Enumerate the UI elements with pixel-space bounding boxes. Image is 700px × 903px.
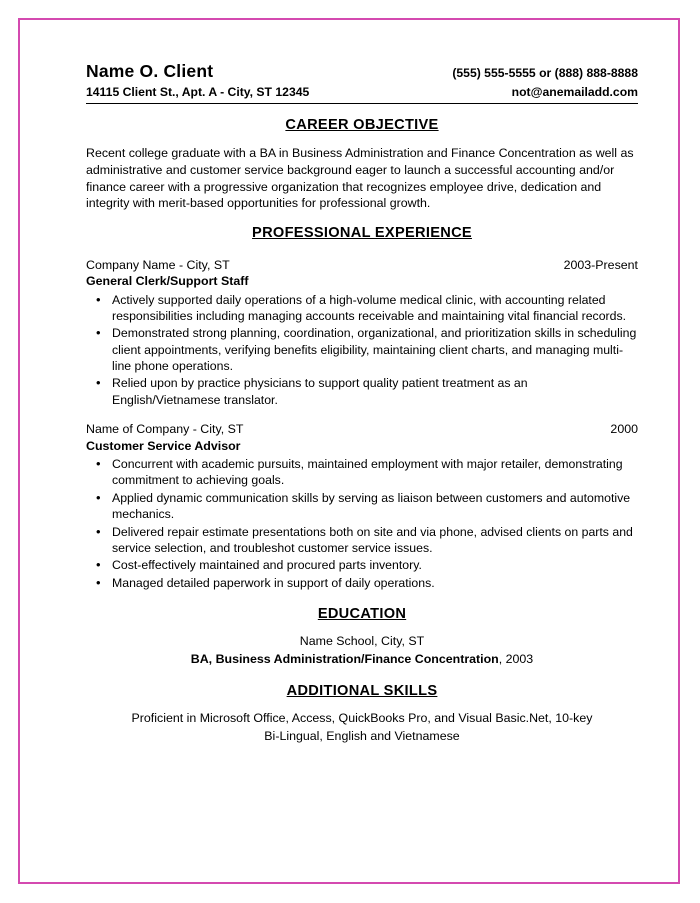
- experience-entry-header: [86, 257, 638, 274]
- degree-name: BA, Business Administration/Finance Concentration: [190, 651, 499, 666]
- employment-dates: 2000: [610, 422, 638, 437]
- header-divider: [86, 103, 638, 104]
- degree-line: [86, 651, 638, 668]
- applicant-name: Name O. Client: [86, 61, 214, 81]
- section-heading-objective: CAREER OBJECTIVE: [285, 117, 439, 134]
- applicant-address: 14115 Client St., Apt. A - City, ST 12345: [86, 85, 310, 100]
- experience-entry: [86, 257, 638, 408]
- list-item: • Delivered repair estimate presentations both on site and via phone, advised clients on parts and service selection, and troubleshot customer service issues.: [86, 524, 638, 557]
- list-item: • Managed detailed paperwork in support of daily operations.: [86, 575, 638, 591]
- list-item: • Actively supported daily operations of a high-volume medical clinic, with accounting related responsibilities including managing accounts receivable and maintaining vital financial records.: [86, 292, 638, 325]
- experience-bullet-list: [86, 456, 638, 591]
- applicant-phone: (555) 555-5555 or (888) 888-8888: [452, 66, 638, 80]
- list-item: • Applied dynamic communication skills by serving as liaison between customers and automotive mechanics.: [86, 490, 638, 523]
- list-item: • Concurrent with academic pursuits, maintained employment with major retailer, demonstrating commitment to achieving goals.: [86, 456, 638, 489]
- skills-entry: [86, 710, 638, 745]
- section-heading-skills: ADDITIONAL SKILLS: [286, 683, 438, 700]
- skills-line-2: Bi-Lingual, English and Vietnamese: [264, 728, 460, 743]
- job-title: General Clerk/Support Staff: [86, 274, 249, 289]
- applicant-email: not@anemailadd.com: [511, 85, 638, 100]
- resume-page: [86, 60, 638, 850]
- list-item: • Demonstrated strong planning, coordination, organizational, and prioritization skills in scheduling client appointments, verifying benefits eligibility, maintaining client charts, and managing multi-line phone operations.: [86, 325, 638, 374]
- section-heading-experience: PROFESSIONAL EXPERIENCE: [252, 225, 472, 242]
- resume-content: [86, 60, 638, 745]
- resume-header-top: [86, 60, 638, 83]
- objective-paragraph: Recent college graduate with a BA in Business Administration and Finance Concentration as well as administrative and customer service background eager to launch a successful accounting and/or finance career with a progressive organization that recognizes employee drive, dedication and integrity with merit-based opportunities for professional growth.: [86, 145, 634, 211]
- school-name: Name School, City, ST: [299, 634, 425, 649]
- list-item: • Cost-effectively maintained and procured parts inventory.: [86, 557, 638, 573]
- employer-name: Name of Company - City, ST: [86, 422, 244, 437]
- degree-year: , 2003: [498, 651, 534, 666]
- employer-name: Company Name - City, ST: [86, 257, 230, 272]
- resume-header-bottom: [86, 84, 638, 100]
- experience-entry-header: [86, 421, 638, 438]
- list-item: • Relied upon by practice physicians to support quality patient treatment as an English/Vietnamese translator.: [86, 375, 638, 408]
- experience-bullet-list: [86, 292, 638, 408]
- experience-entry: [86, 421, 638, 591]
- job-title: Customer Service Advisor: [86, 438, 241, 453]
- document-border-frame: [18, 18, 680, 884]
- education-entry: [86, 633, 638, 668]
- section-heading-education: EDUCATION: [317, 605, 407, 622]
- employment-dates: 2003-Present: [563, 257, 638, 272]
- skills-line-1: Proficient in Microsoft Office, Access, QuickBooks Pro, and Visual Basic.Net, 10-key: [131, 711, 593, 726]
